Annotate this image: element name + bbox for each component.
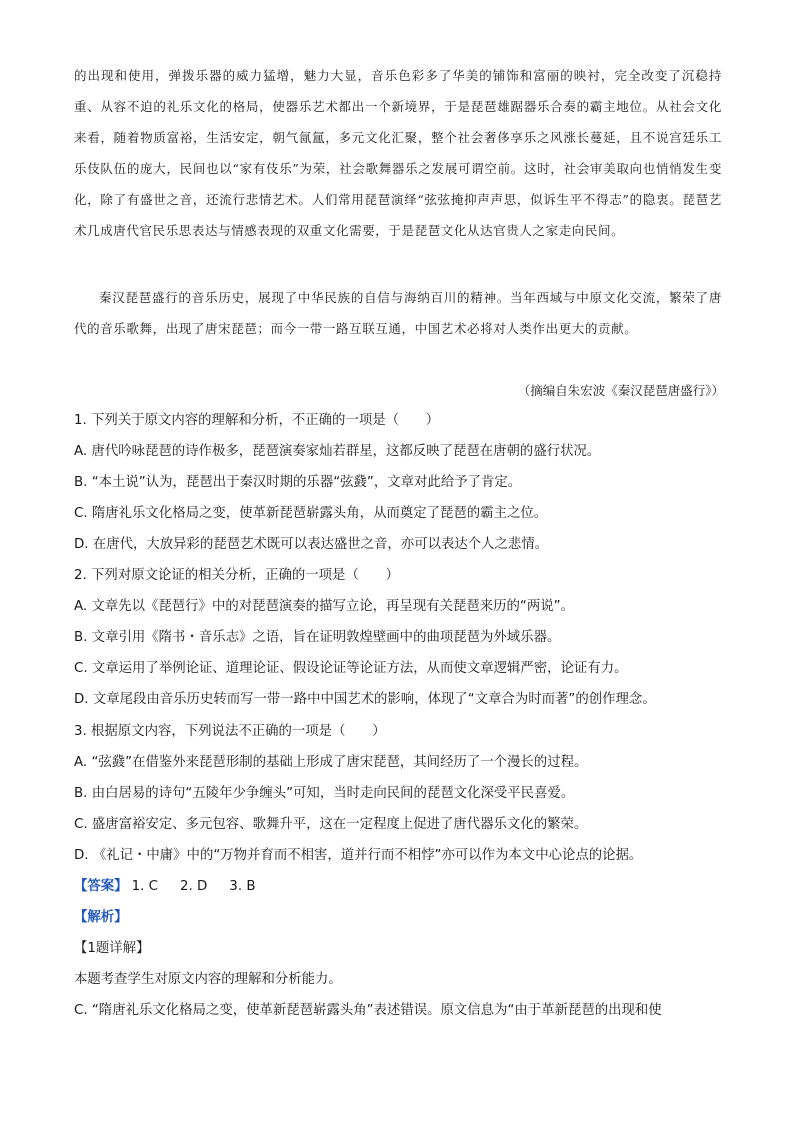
answer-tag: 【答案】 [74,879,128,894]
question-1-option-c: C. 隋唐礼乐文化格局之变，使革新琵琶崭露头角，从而奠定了琵琶的霸主之位。 [74,506,548,521]
question-2-option-b: B. 文章引用《隋书・音乐志》之语，旨在证明敦煌壁画中的曲项琵琶为外域乐器。 [74,630,561,645]
answer-line [74,877,734,897]
question-2-option-a: A. 文章先以《琵琶行》中的对琵琶演奏的描写立论，再呈现有关琵琶来历的“两说”。 [74,599,574,614]
passage-paragraph-1 [74,60,722,246]
passage-paragraph-2 [74,282,722,344]
question-3-option-a: A. “弦鼗”在借鉴外来琵琶形制的基础上形成了唐宋琵琶，其间经历了一个漫长的过程。 [74,755,588,770]
analysis-tag: 【解析】 [74,910,128,925]
question-1-option-b: B. “本土说”认为，琵琶出于秦汉时期的乐器“弦鼗”，文章对此给予了肯定。 [74,475,522,490]
question-3-option-d: D. 《礼记・中庸》中的“万物并育而不相害，道并行而不相悖”亦可以作为本文中心论点的论据。 [74,848,643,863]
question-3-option-b: B. 由白居易的诗句“五陵年少争缠头”可知，当时走向民间的琵琶文化深受平民喜爱。 [74,786,575,801]
passage-text-1: 的出现和使用，弹拨乐器的威力猛增，魅力大显，音乐色彩多了华美的铺饰和富丽的映衬，完全改变了沉稳持重、从容不迫的礼乐文化的格局，使器乐艺术都出一个新境界，于是琵琶雄踞器乐合奏的霸主地位。从社会文化来看，随着物质富裕，生活安定，朝气氤氲，多元文化汇聚，整个社会奢侈享乐之风涨长蔓延，且不说宫廷乐工乐伎队伍的庞大，民间也以“家有伎乐”为荣，社会歌舞器乐之发展可谓空前。这时，社会审美取向也悄悄发生变化，除了有盛世之音，还流行悲情艺术。人们常用琵琶演绎“弦弦掩抑声声思，似诉生平不得志”的隐衷。琵琶艺术几成唐代官民乐思表达与情感表现的双重文化需要，于是琵琶文化从达官贵人之家走向民间。 [74,68,722,238]
answer-3: 3. B [229,879,256,894]
question-3-option-c: C. 盛唐富裕安定、多元包容、歌舞升平，这在一定程度上促进了唐代器乐文化的繁荣。 [74,817,588,832]
analysis-intro: 本题考查学生对原文内容的理解和分析能力。 [74,972,342,987]
question-3-stem: 3. 根据原文内容，下列说法不正确的一项是（ ） [74,724,386,739]
answer-values [132,879,278,894]
answer-1: 1. C [131,879,158,894]
passage-source: （摘编自朱宏波《秦汉琵琶唐盛行》） [517,383,724,398]
question-1-option-d: D. 在唐代，大放异彩的琵琶艺术既可以表达盛世之音，亦可以表达个人之悲情。 [74,537,549,552]
question-1-stem: 1. 下列关于原文内容的理解和分析，不正确的一项是（ ） [74,413,440,428]
analysis-c-line: C. “隋唐礼乐文化格局之变，使革新琵琶崭露头角”表述错误。原文信息为“由于革新琵琶的出现和使 [74,1003,662,1018]
question-2-option-c: C. 文章运用了举例论证、道理论证、假设论证等论证方法，从而使文章逻辑严密，论证有力。 [74,661,628,676]
detail-heading: 【1题详解】 [74,941,150,956]
question-2-option-d: D. 文章尾段由音乐历史转而写一带一路中中国艺术的影响，体现了“文章合为时而著”的创作理念。 [74,692,656,707]
question-1-option-a: A. 唐代吟咏琵琶的诗作极多，琵琶演奏家灿若群星，这都反映了琵琶在唐朝的盛行状况。 [74,444,601,459]
question-2-stem: 2. 下列对原文论证的相关分析，正确的一项是（ ） [74,568,400,583]
answer-2: 2. D [179,879,208,894]
passage-text-2: 秦汉琵琶盛行的音乐历史，展现了中华民族的自信与海纳百川的精神。当年西域与中原文化交流，繁荣了唐代的音乐歌舞，出现了唐宋琵琶；而今一带一路互联互通，中国艺术必将对人类作出更大的贡献。 [74,290,722,336]
